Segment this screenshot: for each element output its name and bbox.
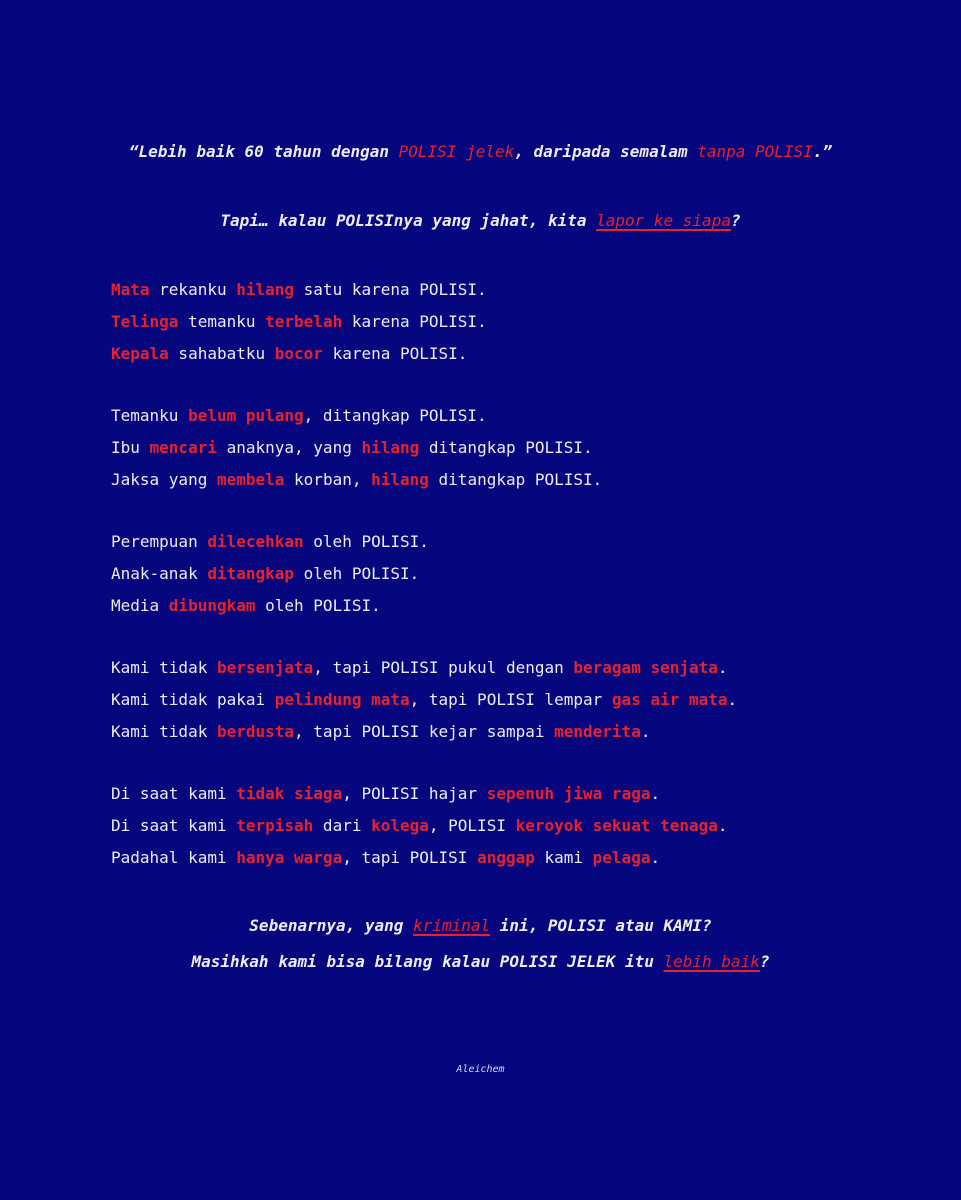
stanza-4 <box>111 652 737 748</box>
author-signature: Aleichem <box>456 1064 505 1075</box>
line-text: Jaksa yang <box>111 470 217 489</box>
line-text: . <box>717 816 728 835</box>
line-text: korban, <box>284 470 372 489</box>
line-highlight: terbelah <box>265 312 343 331</box>
line-text: . <box>727 690 738 709</box>
line-highlight: bocor <box>274 344 323 363</box>
line-highlight: pelaga <box>592 848 651 867</box>
line-text: , tapi POLISI pukul dengan <box>313 658 574 677</box>
line-highlight: dibungkam <box>168 596 256 615</box>
quote-highlight-tanpa-polisi: tanpa POLISI <box>697 142 813 161</box>
line-highlight: mencari <box>149 438 217 457</box>
line-highlight: anggap <box>477 848 535 867</box>
line-text: dari <box>313 816 372 835</box>
poem-line <box>111 432 737 464</box>
closing-pre: Masihkah kami bisa bilang kalau POLISI JELEK itu <box>191 952 664 971</box>
line-highlight: tidak siaga <box>236 784 343 803</box>
line-text: oleh POLISI. <box>303 532 429 551</box>
header-question <box>0 209 961 233</box>
poem-line <box>111 274 737 306</box>
line-text: Di saat kami <box>111 784 237 803</box>
line-text: Kami tidak <box>111 722 217 741</box>
line-text: , tapi POLISI kejar sampai <box>294 722 555 741</box>
quote-close: .” <box>812 142 833 161</box>
poem-line <box>111 400 737 432</box>
line-text: . <box>650 848 661 867</box>
line-text: oleh POLISI. <box>294 564 420 583</box>
stanza-3 <box>111 526 737 622</box>
stanza-1 <box>111 274 737 370</box>
line-highlight: beragam senjata <box>573 658 718 677</box>
line-text: Kami tidak <box>111 658 217 677</box>
line-highlight: hanya warga <box>236 848 343 867</box>
line-text: ditangkap POLISI. <box>428 470 603 489</box>
poem-line <box>111 558 737 590</box>
closing-highlight-kriminal: kriminal <box>413 916 491 935</box>
poem-line <box>111 526 737 558</box>
line-highlight: sepenuh jiwa raga <box>486 784 651 803</box>
line-text: temanku <box>178 312 266 331</box>
line-highlight: ditangkap <box>207 564 295 583</box>
line-text: rekanku <box>149 280 237 299</box>
line-highlight: menderita <box>554 722 641 741</box>
line-text: Padahal kami <box>111 848 237 867</box>
line-text: Kami tidak pakai <box>111 690 275 709</box>
line-text: kami <box>534 848 593 867</box>
line-highlight: Telinga <box>111 312 179 331</box>
poem-body <box>111 274 737 874</box>
line-highlight: dilecehkan <box>207 532 304 551</box>
line-text: karena POLISI. <box>342 312 487 331</box>
line-text: sahabatku <box>168 344 275 363</box>
question-post: ? <box>730 211 741 230</box>
line-text: , POLISI hajar <box>342 784 487 803</box>
line-text: , tapi POLISI lempar <box>409 690 612 709</box>
line-highlight: bersenjata <box>216 658 314 677</box>
poem-line <box>111 810 737 842</box>
closing-pre: Sebenarnya, yang <box>249 916 414 935</box>
poem-line <box>111 590 737 622</box>
line-text: . <box>640 722 651 741</box>
line-text: , ditangkap POLISI. <box>303 406 487 425</box>
line-highlight: Kepala <box>111 344 169 363</box>
poem-line <box>111 464 737 496</box>
line-text: . <box>717 658 728 677</box>
line-highlight: hilang <box>361 438 420 457</box>
line-text: Anak-anak <box>111 564 208 583</box>
line-text: oleh POLISI. <box>255 596 381 615</box>
line-highlight: Mata <box>111 280 150 299</box>
question-highlight-lapor: lapor ke siapa <box>596 211 731 230</box>
line-text: . <box>650 784 661 803</box>
line-text: Di saat kami <box>111 816 237 835</box>
poem-line <box>111 778 737 810</box>
line-text: anaknya, yang <box>216 438 362 457</box>
line-text: Ibu <box>111 438 150 457</box>
closing-highlight-lebih-baik: lebih baik <box>663 952 760 971</box>
line-highlight: hilang <box>236 280 295 299</box>
header-quote <box>0 140 961 164</box>
line-text: karena POLISI. <box>322 344 468 363</box>
poem-line <box>111 684 737 716</box>
poem-line <box>111 338 737 370</box>
line-text: , POLISI <box>428 816 516 835</box>
line-highlight: gas air mata <box>611 690 728 709</box>
quote-mid: , daripada semalam <box>514 142 698 161</box>
line-highlight: hilang <box>371 470 429 489</box>
quote-open: “Lebih baik 60 tahun dengan <box>128 142 399 161</box>
closing-line-1 <box>0 914 961 938</box>
line-highlight: membela <box>216 470 285 489</box>
stanza-2 <box>111 400 737 496</box>
line-text: Media <box>111 596 169 615</box>
poem-line <box>111 716 737 748</box>
line-highlight: terpisah <box>236 816 314 835</box>
line-highlight: kolega <box>371 816 429 835</box>
poem-line <box>111 842 737 874</box>
line-highlight: belum pulang <box>188 406 304 425</box>
stanza-5 <box>111 778 737 874</box>
closing-post: ? <box>759 952 770 971</box>
line-highlight: keroyok sekuat tenaga <box>515 816 718 835</box>
poem-line <box>111 306 737 338</box>
line-highlight: berdusta <box>216 722 295 741</box>
line-text: Temanku <box>111 406 189 425</box>
line-text: ditangkap POLISI. <box>419 438 593 457</box>
quote-highlight-polisi-jelek: POLISI jelek <box>398 142 515 161</box>
line-highlight: pelindung mata <box>274 690 410 709</box>
closing-post: ini, POLISI atau KAMI? <box>490 916 712 935</box>
line-text: , tapi POLISI <box>342 848 478 867</box>
question-pre: Tapi… kalau POLISInya yang jahat, kita <box>220 211 597 230</box>
line-text: Perempuan <box>111 532 208 551</box>
line-text: satu karena POLISI. <box>294 280 487 299</box>
closing-line-2 <box>0 950 961 974</box>
poem-line <box>111 652 737 684</box>
